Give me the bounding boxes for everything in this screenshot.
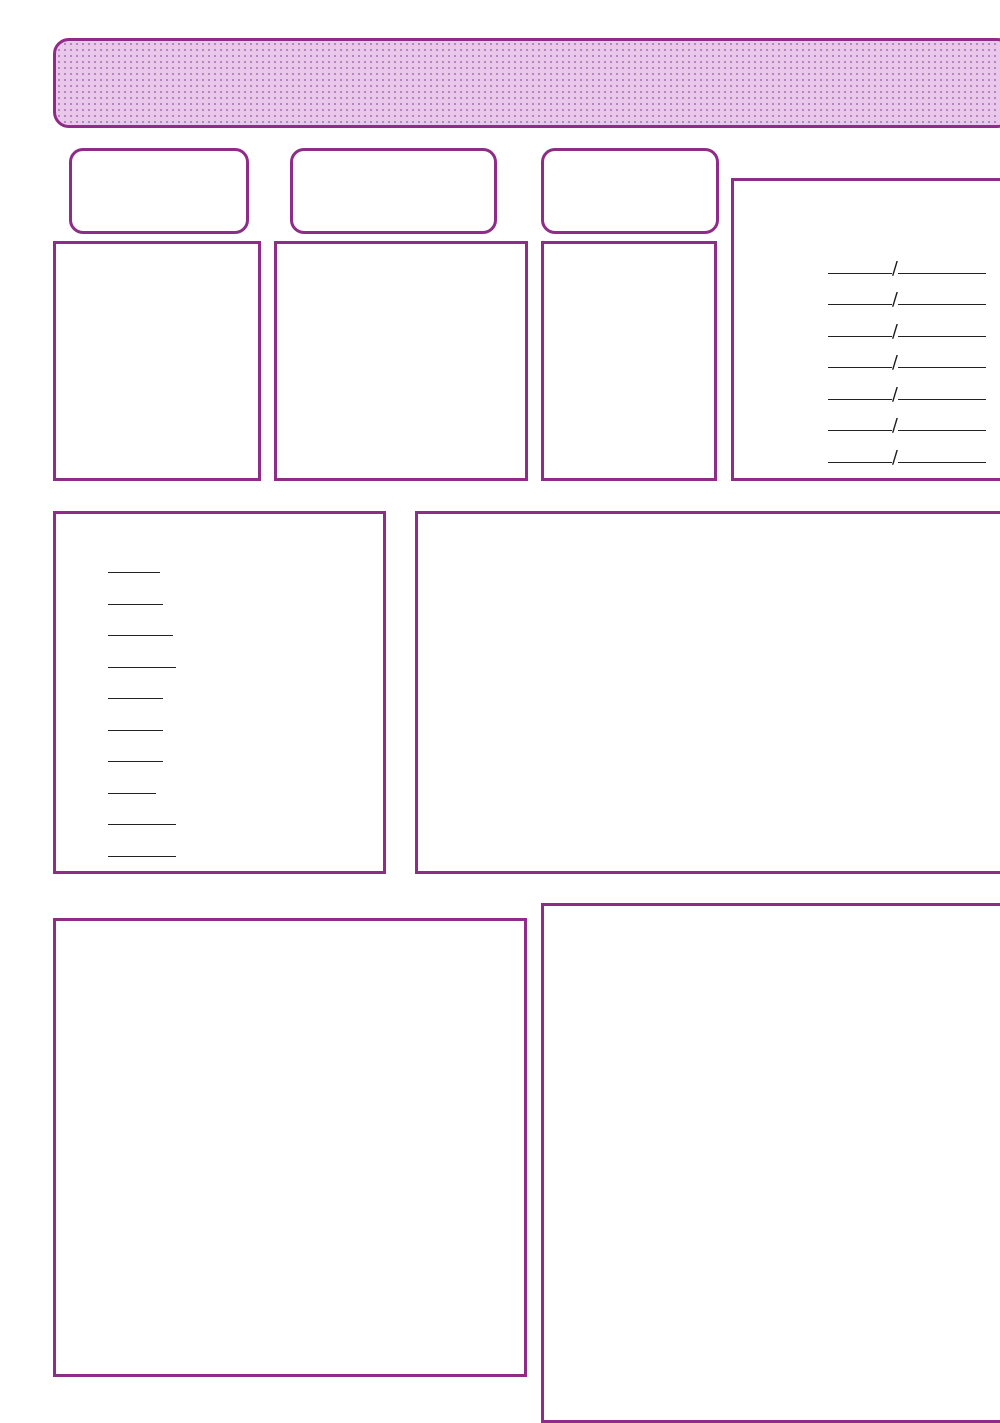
write-short-answer-blank[interactable]: / — [828, 351, 986, 373]
pictures-box — [541, 903, 1000, 1423]
correct-verb-blank[interactable] — [108, 745, 163, 762]
interrogative-header — [541, 148, 719, 234]
title-banner — [53, 38, 1000, 128]
affirmative-header — [69, 148, 249, 234]
correct-verb-blank[interactable] — [108, 619, 173, 636]
affirmative-table — [53, 241, 261, 481]
correct-verb-blank[interactable] — [108, 651, 176, 668]
write-short-answer-blank[interactable]: / — [828, 383, 986, 405]
correct-verb-sentence — [102, 745, 169, 767]
write-short-answer-blank[interactable]: / — [828, 414, 986, 436]
write-short-answer-blank[interactable]: / — [828, 288, 986, 310]
correct-verb-sentence — [102, 556, 166, 578]
correct-verb-blank[interactable] — [108, 808, 176, 825]
correct-verb-sentence — [102, 840, 182, 862]
correct-verb-blank[interactable] — [108, 556, 160, 573]
write-short-answer-blank[interactable]: / — [828, 320, 986, 342]
correct-verb-blank[interactable] — [108, 777, 156, 794]
correct-verb-sentence — [102, 619, 179, 641]
correct-verb-sentence — [102, 682, 169, 704]
negative-table — [274, 241, 528, 481]
correct-verb-blank[interactable] — [108, 588, 163, 605]
correct-verb-sentence — [102, 588, 169, 610]
correct-verb-blank[interactable] — [108, 714, 163, 731]
correct-verb-sentence — [102, 808, 182, 830]
write-short-answer-blank[interactable]: / — [828, 257, 986, 279]
correct-verb-sentence — [102, 651, 182, 673]
correct-verb-blank[interactable] — [108, 682, 163, 699]
interrogative-table — [541, 241, 717, 481]
write-short-answer-blank[interactable]: / — [828, 446, 986, 468]
correct-verb-sentence — [102, 714, 169, 736]
correct-verb-sentence — [102, 777, 162, 799]
correct-verb-blank[interactable] — [108, 840, 176, 857]
negative-header — [290, 148, 497, 234]
rearrange-box — [415, 511, 1000, 874]
questions-box — [53, 918, 527, 1377]
